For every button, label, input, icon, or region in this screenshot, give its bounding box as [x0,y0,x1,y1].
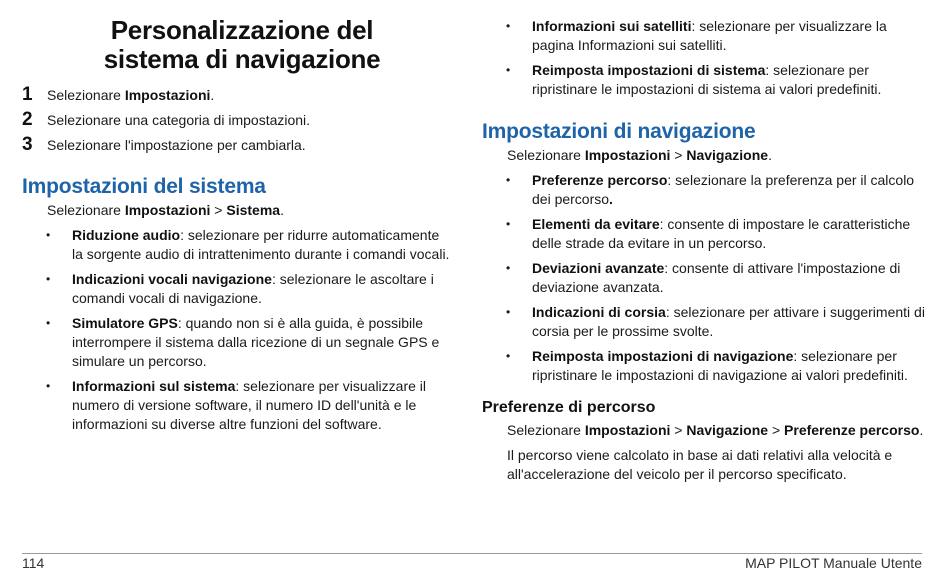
navigation-settings-heading: Impostazioni di navigazione [482,120,756,143]
bullet-icon: • [46,316,51,330]
step-text: Selezionare Impostazioni. [47,87,215,103]
list-item: • Reimposta impostazioni di sistema: selezionare per ripristinare le impostazioni di sistema ai valori predefiniti. [506,62,882,97]
step-number: 1 [22,84,33,105]
list-item: • Indicazioni di corsia: selezionare per attivare i suggerimenti di corsia per le prossime svolte. [506,304,925,339]
list-item: • Indicazioni vocali navigazione: selezionare le ascoltare i comandi vocali di navigazione. [46,271,434,306]
navigation-settings-list [482,171,927,385]
manual-title: MAP PILOT Manuale Utente [745,555,922,571]
step-item [22,84,452,109]
system-settings-heading: Impostazioni del sistema [22,175,266,198]
bullet-icon: • [506,19,511,33]
bullet-icon: • [506,173,511,187]
page-title-line-1: Personalizzazione del [110,15,374,45]
list-item: • Reimposta impostazioni di navigazione: selezionare per ripristinare le impostazioni di navigazione ai valori predefiniti. [506,348,908,383]
list-item: • Informazioni sul sistema: selezionare per visualizzare il numero di versione software, il numero ID dell'unità e le informazioni su diverse altre funzioni del software. [46,378,427,432]
bullet-icon: • [506,217,511,231]
navigation-settings-intro: Selezionare Impostazioni > Navigazione. [507,147,772,163]
route-preferences-heading: Preferenze di percorso [482,399,656,416]
page-title [22,16,462,74]
bullet-icon: • [46,272,51,286]
list-item: • Preferenze percorso: selezionare la preferenza per il calcolo dei percorso. [506,172,915,207]
bullet-icon: • [46,379,51,393]
page-title-line-2: sistema di navigazione [103,44,381,74]
step-item [22,109,452,134]
system-settings-intro: Selezionare Impostazioni > Sistema. [47,202,284,218]
step-text: Selezionare l'impostazione per cambiarla. [47,137,306,153]
list-item: • Elementi da evitare: consente di impostare le caratteristiche delle strade da evitare in un percorso. [506,216,911,251]
step-number: 3 [22,134,33,155]
step-text: Selezionare una categoria di impostazioni. [47,112,311,128]
route-preferences-intro: Selezionare Impostazioni > Navigazione > Preferenze percorso. [507,422,924,438]
system-settings-list-continued [482,17,927,99]
bullet-icon: • [506,349,511,363]
route-preferences-paragraph: Il percorso viene calcolato in base ai dati relativi alla velocità e all'accelerazione del veicolo per il percorso specificato. [507,447,893,482]
bullet-icon: • [46,228,51,242]
list-item: • Riduzione audio: selezionare per ridurre automaticamente la sorgente audio di intrattenimento durante i comandi vocali. [46,227,450,262]
bullet-icon: • [506,63,511,77]
bullet-icon: • [506,261,511,275]
list-item: • Informazioni sui satelliti: selezionare per visualizzare la pagina Informazioni sui satelliti. [506,18,887,53]
page-number: 114 [22,555,45,571]
steps-list [22,84,452,159]
list-item: • Deviazioni avanzate: consente di attivare l'impostazione di deviazione avanzata. [506,260,901,295]
route-preferences-section [482,397,927,484]
step-number: 2 [22,109,33,130]
bullet-icon: • [506,305,511,319]
list-item: • Simulatore GPS: quando non si è alla guida, è possibile interrompere il sistema dalla ricezione di un segnale GPS e simulare un percorso. [46,315,440,369]
system-settings-list [22,226,452,434]
system-settings-section [22,174,452,434]
footer-divider [22,553,922,554]
navigation-settings-section [482,119,927,385]
step-item [22,134,452,159]
